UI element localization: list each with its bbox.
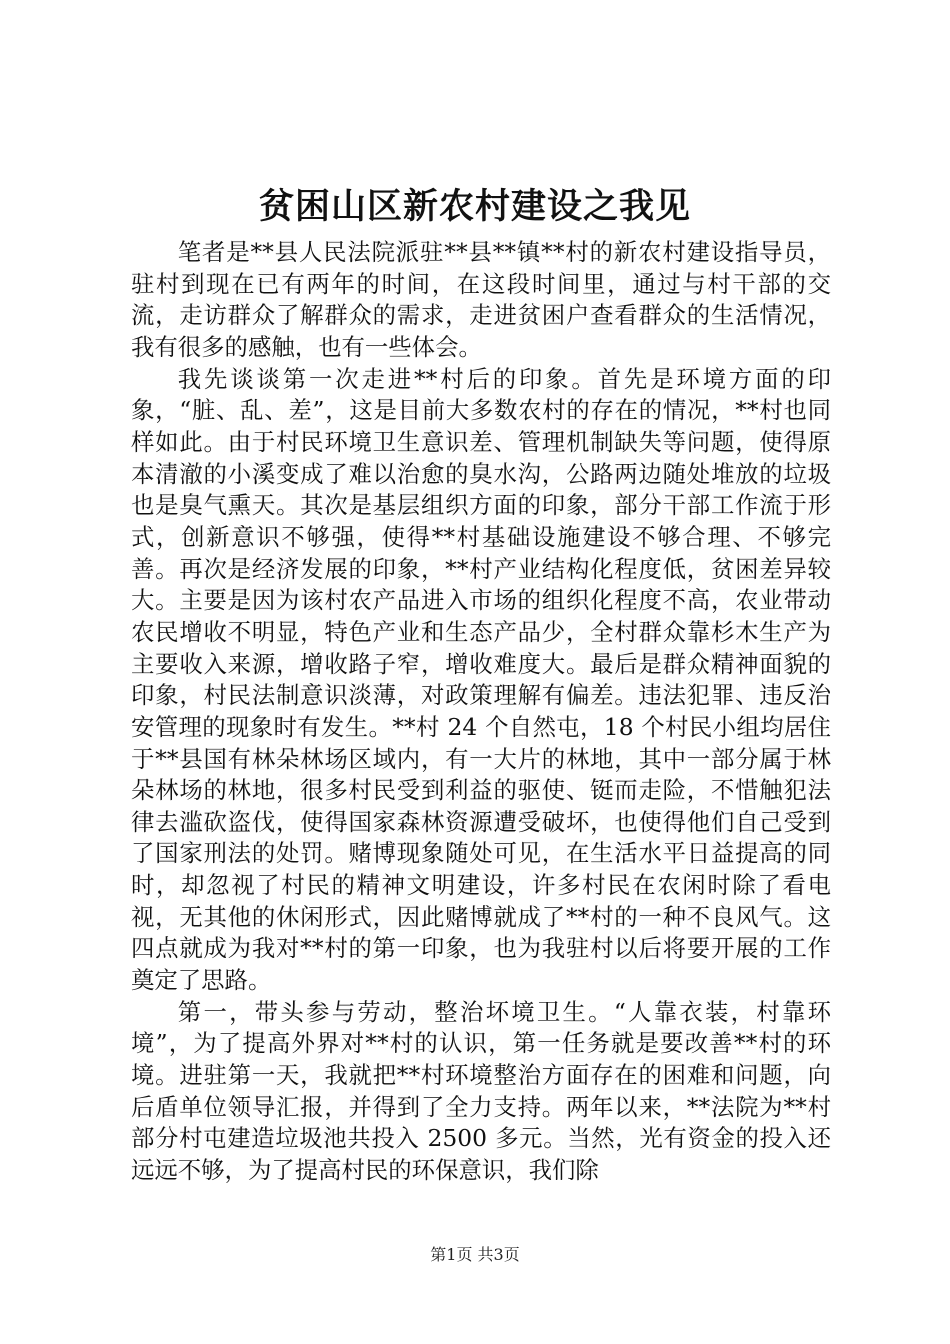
paragraph-intro: 笔者是**县人民法院派驻**县**镇**村的新农村建设指导员，驻村到现在已有两年的时间，在这段时间里，通过与村干部的交流，走访群众了解群众的需求，走进贫困户查看群众的生活情况，我有很多的感触，也有一些体会。 [131,238,831,361]
paragraph-first-impression: 我先谈谈第一次走进**村后的印象。首先是环境方面的印象，“脏、乱、差”，这是目前大多数农村的存在的情况，**村也同样如此。由于村民环境卫生意识差、管理机制缺失等问题，使得原本清澈的小溪变成了难以治愈的臭水沟，公路两边随处堆放的垃圾也是臭气熏天。其次是基层组织方面的印象，部分干部工作流于形式，创新意识不够强，使得**村基础设施建设不够合理、不够完善。再次是经济发展的印象，**村产业结构化程度低，贫困差异较大。主要是因为该村农产品进入市场的组织化程度不高，农业带动农民增收不明显，特色产业和生态产品少，全村群众靠杉木生产为主要收入来源，增收路子窄，增收难度大。最后是群众精神面貌的印象，村民法制意识淡薄，对政策理解有偏差。违法犯罪、违反治安管理的现象时有发生。**村 24 个自然屯，18 个村民小组均居住于**县国有林朵林场区域内，有一大片的林地，其中一部分属于林朵林场的林地，很多村民受到利益的驱使、铤而走险，不惜触犯法律去滥砍盗伐，使得国家森林资源遭受破坏，也使得他们自己受到了国家刑法的处罚。赌博现象随处可见，在生活水平日益提高的同时，却忽视了村民的精神文明建设，许多村民在农闲时除了看电视，无其他的休闲形式，因此赌博就成了**村的一种不良风气。这四点就成为我对**村的第一印象，也为我驻村以后将要开展的工作奠定了思路。 [131,364,831,995]
paragraph-environment: 第一，带头参与劳动，整治坏境卫生。“人靠衣装，村靠环境”，为了提高外界对**村的认识，第一任务就是要改善**村的环境。进驻第一天，我就把**村环境整治方面存在的困难和问题，向后盾单位领导汇报，并得到了全力支持。两年以来，**法院为**村部分村屯建造垃圾池共投入 2500 多元。当然，光有资金的投入还远远不够，为了提高村民的环保意识，我们除 [131,997,831,1185]
page-footer: 第1页 共3页 [430,1245,520,1264]
document-body [131,237,831,1187]
document-title: 贫困山区新农村建设之我见 [258,186,691,227]
